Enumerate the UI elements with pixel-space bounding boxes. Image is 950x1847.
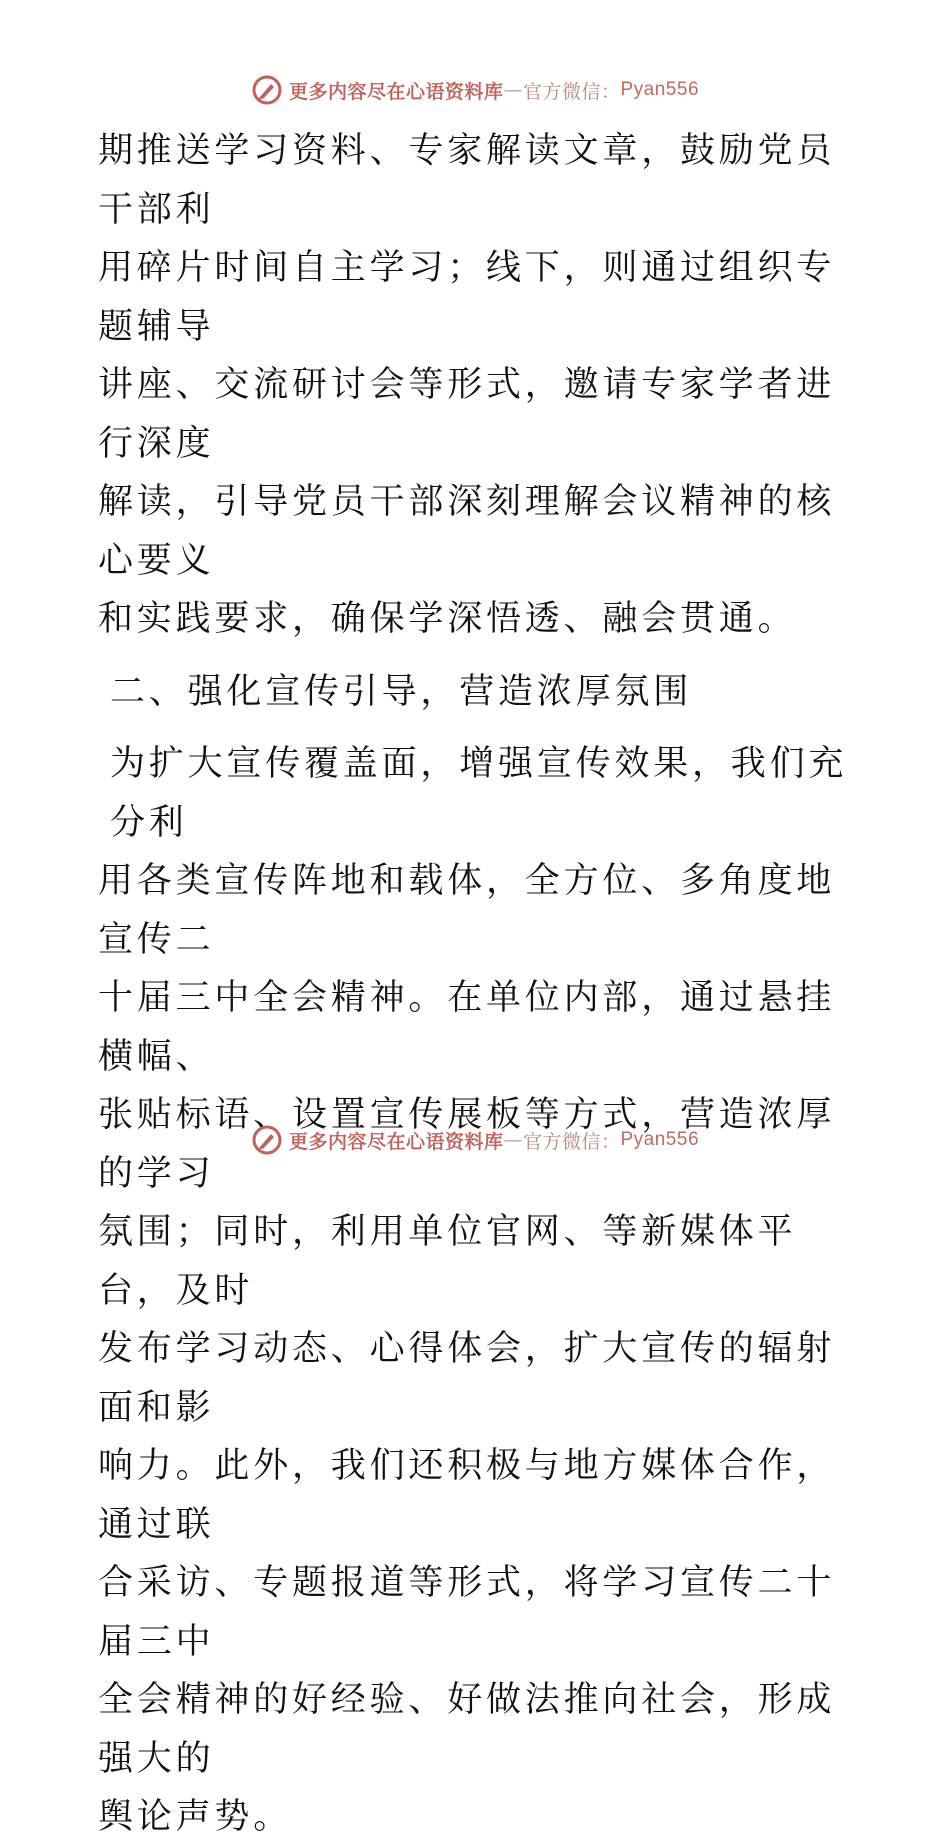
quill-circle-icon — [251, 74, 283, 106]
body-line: 合采访、专题报道等形式，将学习宣传二十届三中 — [98, 1563, 836, 1662]
body-line: 和实践要求，确保学深悟透、融会贯通。 — [98, 599, 797, 639]
body-line: 氛围；同时，利用单位官网、等新媒体平台，及时 — [98, 1212, 797, 1311]
body-line: 讲座、交流研讨会等形式，邀请专家学者进行深度 — [98, 365, 836, 464]
footer-watermark — [0, 1120, 950, 1160]
document-body — [98, 122, 858, 1847]
body-line: 全会精神的好经验、好做法推向社会，形成强大的 — [98, 1680, 836, 1779]
watermark-brand: 更多内容尽在心语资料库 — [288, 1130, 504, 1153]
header-watermark — [0, 70, 950, 110]
body-line: 用碎片时间自主学习；线下，则通过组织专题辅导 — [98, 248, 836, 347]
watermark-wechat-label: 官方微信： — [522, 1130, 621, 1153]
body-line: 舆论声势。 — [98, 1797, 293, 1837]
body-line: 发布学习动态、心得体会，扩大宣传的辐射面和影 — [98, 1329, 836, 1428]
body-line: 期推送学习资料、专家解读文章，鼓励党员干部利 — [98, 131, 836, 230]
watermark-brand: 更多内容尽在心语资料库 — [288, 80, 504, 103]
body-line: 响力。此外，我们还积极与地方媒体合作，通过联 — [98, 1446, 836, 1545]
body-line: 张贴标语、设置宣传展板等方式，营造浓厚的学习 — [98, 1095, 836, 1194]
body-line: 用各类宣传阵地和载体，全方位、多角度地宣传二 — [98, 861, 836, 960]
watermark-wechat-label: 官方微信： — [522, 80, 621, 103]
watermark-wechat-id: Pyan556 — [620, 79, 700, 100]
quill-circle-icon — [251, 1124, 283, 1156]
body-line: 解读，引导党员干部深刻理解会议精神的核心要义 — [98, 482, 836, 581]
watermark-wechat-id: Pyan556 — [620, 1129, 700, 1150]
watermark-separator: — — [503, 79, 523, 101]
body-line: 十届三中全会精神。在单位内部，通过悬挂横幅、 — [98, 978, 836, 1077]
section-heading: 二、强化宣传引导，营造浓厚氛围 — [110, 671, 693, 712]
body-line: 为扩大宣传覆盖面，增强宣传效果，我们充分利 — [110, 744, 848, 843]
watermark-separator: — — [503, 1129, 523, 1151]
